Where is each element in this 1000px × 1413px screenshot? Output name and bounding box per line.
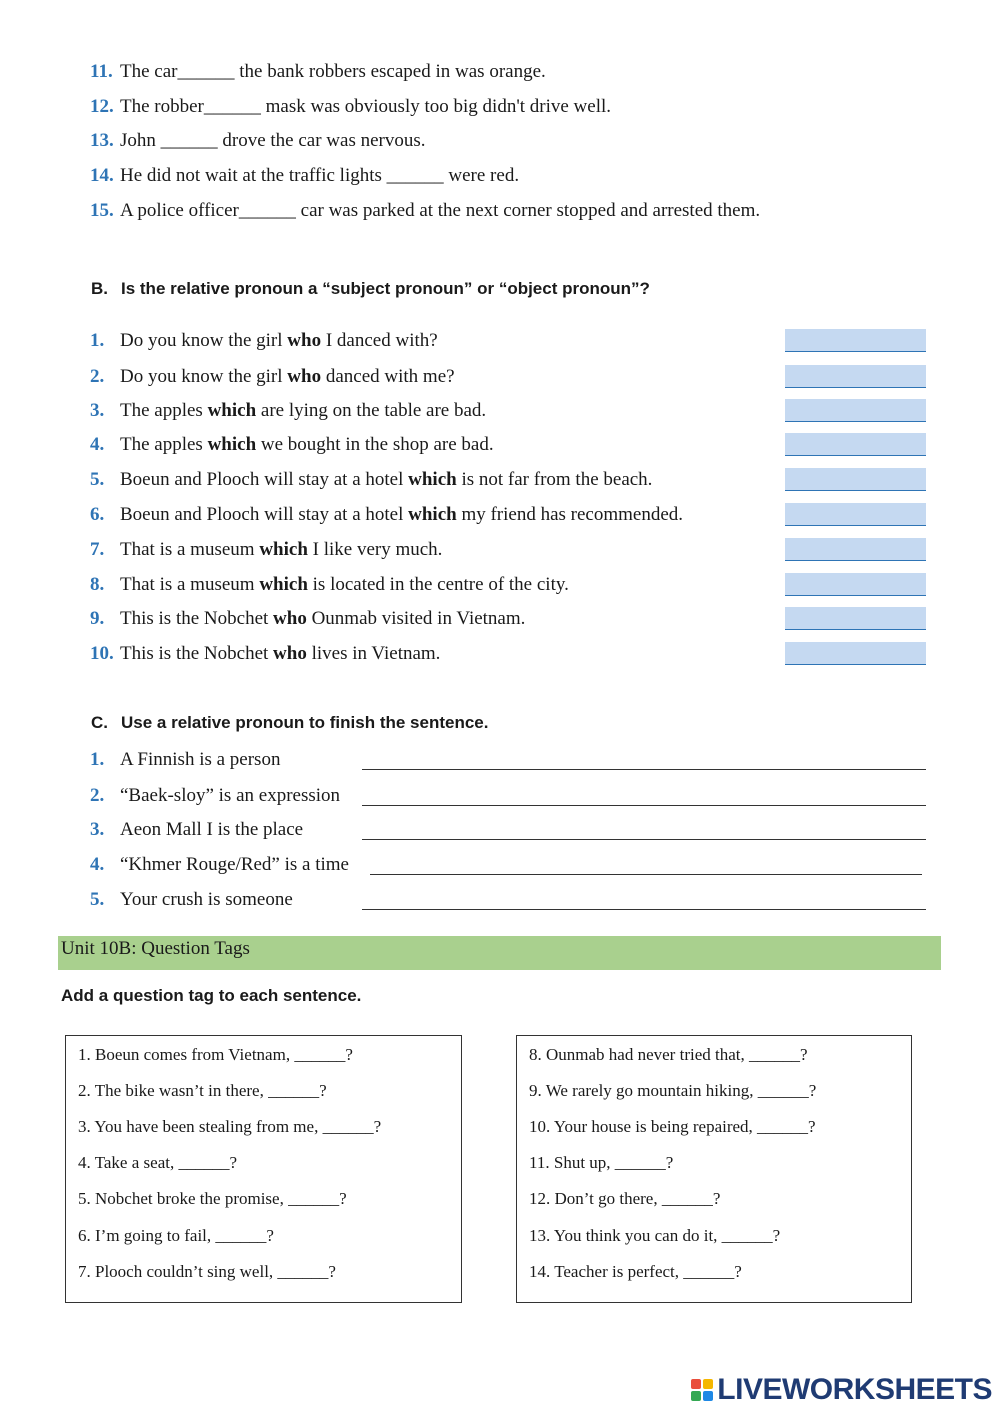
sentence-start: Do you know the girl: [120, 330, 288, 351]
question-number: 5.: [90, 889, 105, 910]
relative-pronoun: who: [273, 608, 307, 629]
question-12: [90, 95, 611, 119]
question-tags-instruction: Add a question tag to each sentence.: [61, 986, 362, 1005]
list-item: [90, 468, 652, 492]
sentence-end: is located in the centre of the city.: [307, 574, 569, 595]
answer-input-b1[interactable]: [785, 329, 926, 352]
section-letter: B.: [91, 279, 108, 298]
section-c-heading: [91, 713, 488, 733]
section-title: Use a relative pronoun to finish the sentence.: [121, 713, 489, 732]
tag-question: 9. We rarely go mountain hiking, ______?: [529, 1081, 817, 1100]
answer-input-b9[interactable]: [785, 607, 926, 630]
list-item: [90, 365, 455, 389]
tag-question: 8. Ounmab had never tried that, ______?: [529, 1045, 808, 1064]
relative-pronoun: which: [259, 574, 308, 595]
sentence-end: my friend has recommended.: [456, 504, 684, 525]
relative-pronoun: who: [273, 643, 307, 664]
list-item: [90, 573, 569, 597]
relative-pronoun: which: [207, 434, 257, 455]
list-item: [90, 399, 486, 423]
section-letter: C.: [91, 713, 108, 732]
question-number: 1.: [90, 330, 105, 351]
question-number: 14.: [90, 165, 114, 186]
answer-input-b4[interactable]: [785, 433, 926, 456]
question-number: 5.: [90, 469, 105, 490]
sentence-start: The apples: [120, 434, 208, 455]
sentence-end: danced with me?: [321, 366, 455, 387]
sentence-end: we bought in the shop are bad.: [256, 434, 494, 455]
answer-input-b2[interactable]: [785, 365, 926, 388]
answer-input-b10[interactable]: [785, 642, 926, 665]
question-number: 7.: [90, 539, 105, 560]
question-text: He did not wait at the traffic lights ______ were red.: [120, 165, 520, 186]
question-number: 4.: [90, 434, 105, 455]
question-number: 2.: [90, 785, 105, 806]
question-text: The robber______ mask was obviously too big didn't drive well.: [120, 96, 612, 117]
question-text: A police officer______ car was parked at the next corner stopped and arrested them.: [120, 200, 761, 221]
sentence-start: That is a museum: [120, 574, 260, 595]
logo-text: LIVEWORKSHEETS: [717, 1373, 992, 1406]
list-item: [90, 818, 303, 842]
relative-pronoun: which: [408, 504, 457, 525]
sentence-end: are lying on the table are bad.: [256, 400, 487, 421]
question-number: 3.: [90, 819, 105, 840]
question-number: 11.: [90, 61, 113, 82]
sentence-start: This is the Nobchet: [120, 608, 274, 629]
tag-question: 7. Plooch couldn’t sing well, ______?: [78, 1262, 336, 1281]
relative-pronoun: who: [287, 366, 322, 387]
question-number: 8.: [90, 574, 105, 595]
question-tags-right-box: [516, 1035, 912, 1303]
logo-mark-icon: [691, 1379, 713, 1401]
question-number: 9.: [90, 608, 105, 629]
sentence-start: Aeon Mall I is the place: [120, 819, 304, 840]
question-number: 2.: [90, 366, 105, 387]
sentence-start: Do you know the girl: [120, 366, 288, 387]
question-number: 10.: [90, 643, 114, 664]
relative-pronoun: which: [207, 400, 257, 421]
question-text: John ______ drove the car was nervous.: [120, 130, 426, 151]
answer-input-b8[interactable]: [785, 573, 926, 596]
sentence-start: The apples: [120, 400, 208, 421]
question-number: 4.: [90, 854, 105, 875]
section-title: Is the relative pronoun a “subject pronoun” or “object pronoun”?: [121, 279, 650, 298]
sentence-end: is not far from the beach.: [456, 469, 653, 490]
list-item: [90, 748, 280, 772]
sentence-start: Boeun and Plooch will stay at a hotel: [120, 469, 409, 490]
tag-question: 1. Boeun comes from Vietnam, ______?: [78, 1045, 353, 1064]
question-number: 12.: [90, 96, 114, 117]
sentence-start: “Baek-sloy” is an expression: [120, 785, 341, 806]
answer-line-c3[interactable]: [362, 839, 926, 840]
question-tags-left-box: [65, 1035, 462, 1303]
list-item: [90, 642, 440, 666]
section-b-heading: [91, 279, 650, 299]
answer-input-b6[interactable]: [785, 503, 926, 526]
answer-line-c4[interactable]: [370, 874, 922, 875]
question-text: The car______ the bank robbers escaped in was orange.: [120, 61, 546, 82]
sentence-start: This is the Nobchet: [120, 643, 274, 664]
question-number: 6.: [90, 504, 105, 525]
tag-question: 3. You have been stealing from me, ______?: [78, 1117, 382, 1136]
list-item: [90, 329, 438, 353]
relative-pronoun: which: [259, 539, 308, 560]
sentence-end: I danced with?: [321, 330, 438, 351]
list-item: [90, 888, 293, 912]
question-number: 13.: [90, 130, 114, 151]
sentence-start: That is a museum: [120, 539, 260, 560]
answer-line-c5[interactable]: [362, 909, 926, 910]
question-number: 1.: [90, 749, 105, 770]
list-item: [90, 784, 340, 808]
tag-question: 4. Take a seat, ______?: [78, 1153, 238, 1172]
question-13: [90, 129, 426, 153]
tag-question: 13. You think you can do it, ______?: [529, 1226, 781, 1245]
sentence-end: lives in Vietnam.: [306, 643, 441, 664]
list-item: [90, 607, 525, 631]
question-number: 3.: [90, 400, 105, 421]
unit-banner: [58, 936, 941, 970]
question-15: [90, 199, 760, 223]
tag-question: 12. Don’t go there, ______?: [529, 1189, 721, 1208]
list-item: [90, 853, 349, 877]
sentence-end: I like very much.: [307, 539, 443, 560]
tag-question: 2. The bike wasn’t in there, ______?: [78, 1081, 327, 1100]
question-14: [90, 164, 519, 188]
sentence-start: A Finnish is a person: [120, 749, 281, 770]
list-item: [90, 538, 442, 562]
relative-pronoun: which: [408, 469, 457, 490]
answer-input-b3[interactable]: [785, 399, 926, 422]
tag-question: 14. Teacher is perfect, ______?: [529, 1262, 742, 1281]
question-number: 15.: [90, 200, 114, 221]
list-item: [90, 503, 683, 527]
liveworksheets-logo: [691, 1373, 992, 1407]
sentence-start: Boeun and Plooch will stay at a hotel: [120, 504, 409, 525]
tag-question: 5. Nobchet broke the promise, ______?: [78, 1189, 347, 1208]
question-11: [90, 60, 546, 84]
unit-title: Unit 10B: Question Tags: [61, 938, 250, 959]
tag-question: 11. Shut up, ______?: [529, 1153, 674, 1172]
answer-line-c1[interactable]: [362, 769, 926, 770]
tag-question: 10. Your house is being repaired, ______?: [529, 1117, 816, 1136]
list-item: [90, 433, 494, 457]
relative-pronoun: who: [287, 330, 322, 351]
sentence-start: Your crush is someone: [120, 889, 293, 910]
tag-question: 6. I’m going to fail, ______?: [78, 1226, 274, 1245]
answer-input-b7[interactable]: [785, 538, 926, 561]
answer-input-b5[interactable]: [785, 468, 926, 491]
answer-line-c2[interactable]: [362, 805, 926, 806]
sentence-end: Ounmab visited in Vietnam.: [306, 608, 526, 629]
sentence-start: “Khmer Rouge/Red” is a time: [120, 854, 349, 875]
